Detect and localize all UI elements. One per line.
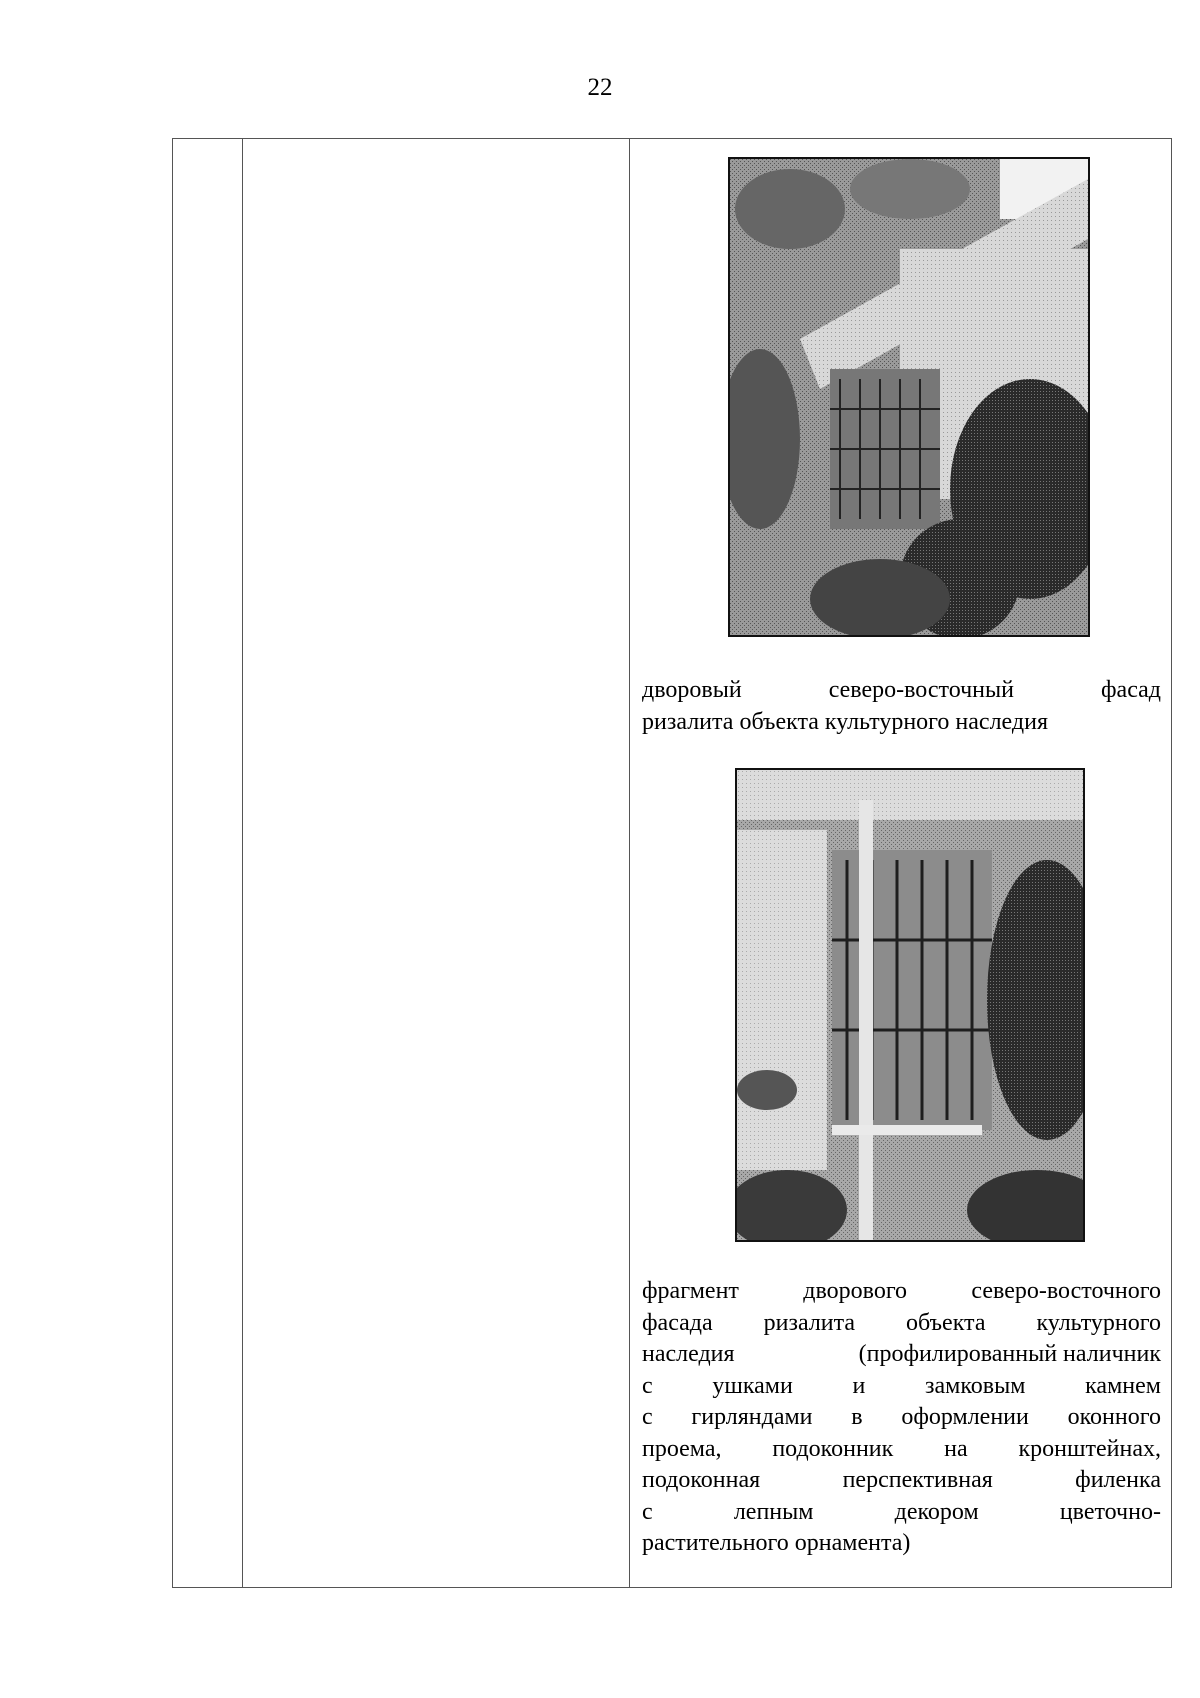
photo-window-fragment: [735, 768, 1085, 1242]
heritage-table: [172, 138, 1172, 1588]
caption-window-fragment: фрагмент дворового северо-восточного фасада ризалита объекта культурного наследия (профилированный наличник с ушками и замковым камнем с гирляндами в оформлении оконного проема, подоконник на кронштейнах, подоконная перспективная филенка с лепным декором цветочно- растительного орнамента): [642, 1278, 1161, 1556]
caption-courtyard-facade: дворовый северо-восточный фасад ризалита объекта культурного наследия: [642, 677, 1161, 735]
photo-cell: [630, 139, 1172, 1588]
table-row: [173, 139, 1172, 1588]
photo-courtyard-facade: [728, 157, 1090, 637]
description-cell: [243, 139, 630, 1588]
row-number-cell: [173, 139, 243, 1588]
page-number: 22: [587, 74, 613, 101]
